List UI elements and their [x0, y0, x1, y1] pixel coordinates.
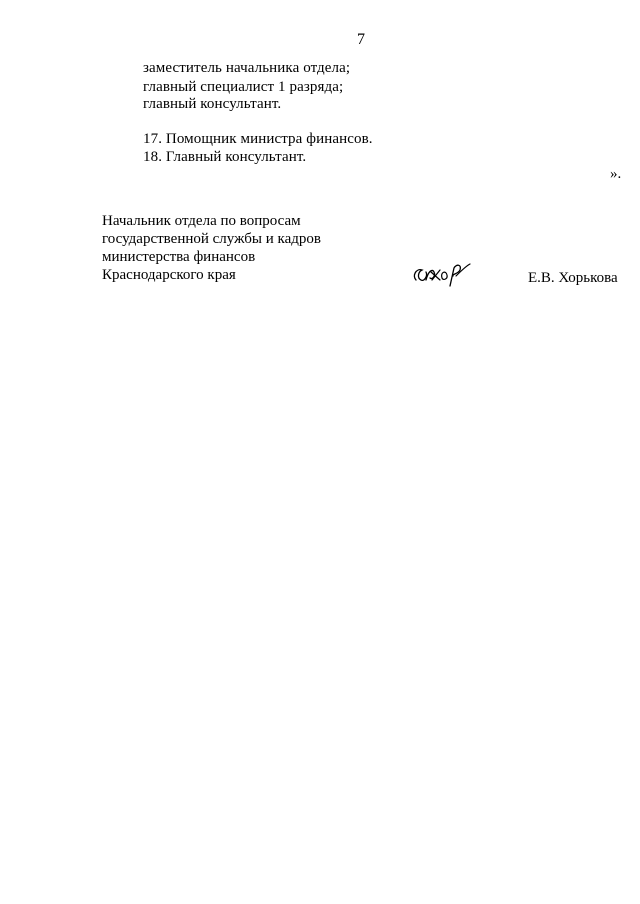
list-line-chief-specialist: главный специалист 1 разряда;: [143, 79, 344, 95]
signatory-title-line: Начальник отдела по вопросам: [102, 213, 301, 229]
handwritten-signature-icon: [410, 258, 474, 290]
signatory-title-line: государственной службы и кадров: [102, 231, 321, 247]
list-line-deputy-head: заместитель начальника отдела;: [143, 60, 351, 76]
list-item-18: 18. Главный консультант.: [143, 149, 307, 165]
closing-quote: ».: [610, 166, 622, 182]
signatory-title-block: [102, 212, 321, 284]
page-number: 7: [357, 31, 365, 48]
list-item-17: 17. Помощник министра финансов.: [143, 131, 373, 147]
signatory-title-line: министерства финансов: [102, 249, 256, 265]
signer-name: Е.В. Хорькова: [528, 270, 618, 286]
signatory-title-line: Краснодарского края: [102, 267, 236, 283]
list-line-chief-consultant: главный консультант.: [143, 96, 282, 112]
